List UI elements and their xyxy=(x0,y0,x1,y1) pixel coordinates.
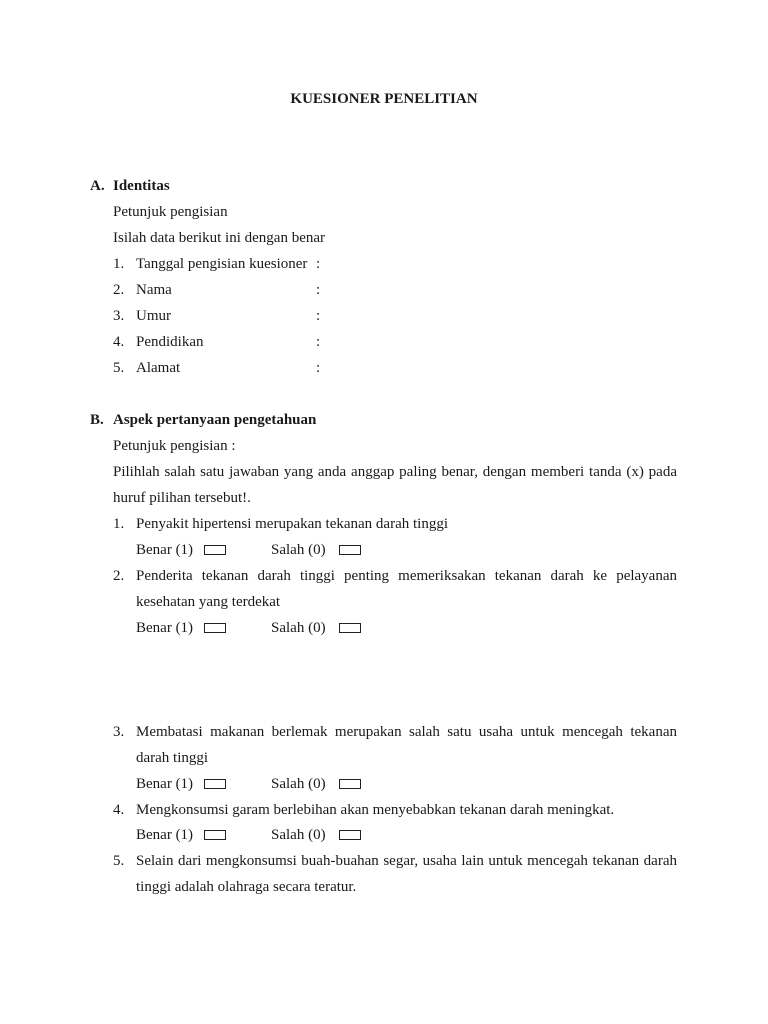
question-text-continued: kesehatan yang terdekat xyxy=(136,594,281,610)
option-true-checkbox[interactable] xyxy=(204,830,226,840)
question-number: 2. xyxy=(113,568,125,584)
question-number: 1. xyxy=(113,516,125,532)
field-colon: : xyxy=(316,308,321,324)
field-label-date: Tanggal pengisian kuesioner xyxy=(136,256,308,272)
section-b-instruction-line2: huruf pilihan tersebut!. xyxy=(113,490,251,506)
question-text: Selain dari mengkonsumsi buah-buahan segar, usaha lain untuk mencegah tekanan darah xyxy=(136,853,677,869)
section-a-instruction-title: Petunjuk pengisian xyxy=(113,204,228,220)
option-true-label: Benar (1) xyxy=(136,827,194,843)
question-number: 5. xyxy=(113,853,125,869)
section-b-letter: B. xyxy=(90,412,104,428)
option-false-label: Salah (0) xyxy=(271,542,326,558)
question-number: 3. xyxy=(113,724,125,740)
option-false-label: Salah (0) xyxy=(271,827,326,843)
field-colon: : xyxy=(316,334,321,350)
field-label-education: Pendidikan xyxy=(136,334,204,350)
field-label-address: Alamat xyxy=(136,360,181,376)
option-true-checkbox[interactable] xyxy=(204,545,226,555)
section-a-letter: A. xyxy=(90,178,105,194)
field-number: 5. xyxy=(113,360,125,376)
field-label-age: Umur xyxy=(136,308,171,324)
option-false-label: Salah (0) xyxy=(271,776,326,792)
option-true-checkbox[interactable] xyxy=(204,779,226,789)
field-number: 2. xyxy=(113,282,125,298)
option-true-label: Benar (1) xyxy=(136,776,194,792)
field-number: 4. xyxy=(113,334,125,350)
field-label-name: Nama xyxy=(136,282,172,298)
field-number: 1. xyxy=(113,256,125,272)
field-colon: : xyxy=(316,282,321,298)
option-false-checkbox[interactable] xyxy=(339,545,361,555)
field-colon: : xyxy=(316,256,321,272)
option-true-checkbox[interactable] xyxy=(204,623,226,633)
section-a-instruction: Isilah data berikut ini dengan benar xyxy=(113,230,326,246)
option-false-checkbox[interactable] xyxy=(339,779,361,789)
option-true-label: Benar (1) xyxy=(136,620,194,636)
option-true-label: Benar (1) xyxy=(136,542,194,558)
question-number: 4. xyxy=(113,802,125,818)
section-a-heading: Identitas xyxy=(113,178,170,194)
section-b-instruction-title: Petunjuk pengisian : xyxy=(113,438,236,454)
section-b-instruction-line1: Pilihlah salah satu jawaban yang anda anggap paling benar, dengan memberi tanda (x) pada xyxy=(113,464,677,480)
question-text: Mengkonsumsi garam berlebihan akan menyebabkan tekanan darah meningkat. xyxy=(136,802,615,818)
question-text: Penyakit hipertensi merupakan tekanan darah tinggi xyxy=(136,516,448,532)
option-false-checkbox[interactable] xyxy=(339,830,361,840)
question-text: Penderita tekanan darah tinggi penting memeriksakan tekanan darah ke pelayanan xyxy=(136,568,677,584)
page-title: KUESIONER PENELITIAN xyxy=(290,91,478,107)
question-text-continued: darah tinggi xyxy=(136,750,209,766)
option-false-checkbox[interactable] xyxy=(339,623,361,633)
option-false-label: Salah (0) xyxy=(271,620,326,636)
section-b-heading: Aspek pertanyaan pengetahuan xyxy=(113,412,317,428)
question-text-continued: tinggi adalah olahraga secara teratur. xyxy=(136,879,357,895)
question-text: Membatasi makanan berlemak merupakan salah satu usaha untuk mencegah tekanan xyxy=(136,724,677,740)
field-number: 3. xyxy=(113,308,125,324)
field-colon: : xyxy=(316,360,321,376)
